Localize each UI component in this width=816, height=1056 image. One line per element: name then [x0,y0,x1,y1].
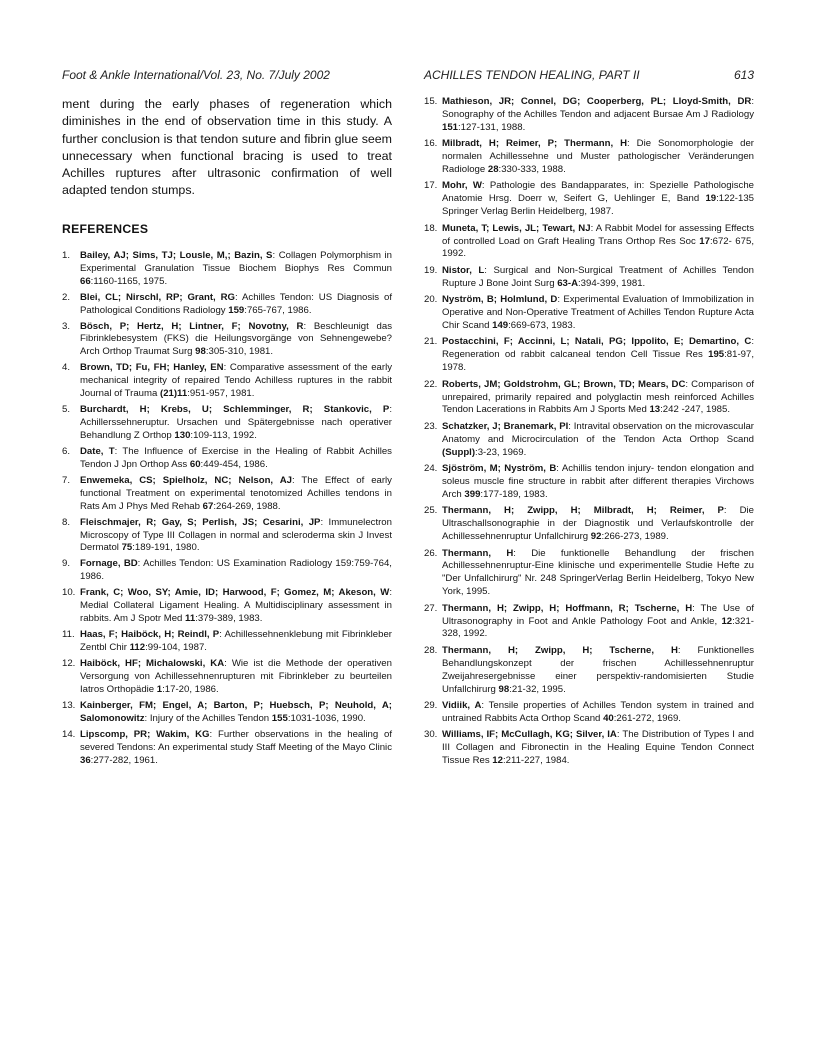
reference-pages: :277-282, 1961. [90,754,158,766]
reference-number: 6. [62,445,71,457]
reference-authors: Roberts, JM; Goldstrohm, GL; Brown, TD; Mears, DC [442,378,686,390]
reference-pages: :765-767, 1986. [244,304,312,316]
reference-text: : Tensile properties of Achilles Tendon system in trained and untrained Rabbits Acta Orthop Scand [442,699,754,724]
reference-pages: :305-310, 1981. [205,346,274,358]
reference-authors: Milbradt, H; Reimer, P; Thermann, H [442,138,628,150]
reference-number: 13. [62,699,76,711]
reference-volume: 12 [721,615,733,627]
reference-volume: 19 [705,193,717,205]
reference-number: 8. [62,516,71,528]
reference-number: 26. [424,547,438,559]
reference-authors: Schatzker, J; Branemark, PI [442,420,569,432]
reference-text: : Immunelectron Microscopy of Type III Collagen in normal and scleroderma skin J Invest Dermatol [80,516,392,554]
page-number: 613 [733,68,754,82]
reference-authors: Frank, C; Woo, SY; Amie, ID; Harwood, F; Gomez, M; Akeson, W [80,587,390,599]
reference-volume: 130 [174,429,191,441]
reference-volume: 66 [80,275,91,287]
reference-authors: Fornage, BD [80,558,138,570]
reference-item [424,505,754,544]
reference-authors: Date, T [80,445,115,457]
reference-text: : The Distribution of Types I and III Collagen and Fibronectin in the Healing Equine Tendon Connect Tissue Res [442,729,754,767]
reference-number: 21. [424,336,438,348]
reference-item [424,379,754,418]
reference-pages: :951-957, 1981. [187,388,255,400]
references-heading: REFERENCES [62,221,149,236]
reference-pages: :379-389, 1983. [195,613,263,625]
reference-item [424,700,754,726]
reference-item [424,336,754,375]
reference-volume: 149 [492,320,509,331]
reference-number: 9. [62,558,71,570]
reference-number: 5. [62,404,71,416]
reference-item [424,265,754,291]
reference-item [62,292,392,318]
reference-volume: 155 [271,712,288,724]
reference-number: 12. [62,658,76,670]
reference-number: 27. [424,602,438,614]
reference-volume: 63-A [557,277,578,289]
reference-authors: Enwemeka, CS; Spielholz, NC; Nelson, AJ [80,474,292,486]
reference-volume: 1 [156,683,163,695]
reference-volume: 159 [228,304,245,316]
reference-authors: Postacchini, F; Accinni, L; Natali, PG; Ippolito, E; Demartino, C [442,336,752,348]
reference-authors: Burchardt, H; Krebs, U; Schlemminger, R; Stankovic, P [80,404,390,416]
reference-number: 2. [62,291,71,303]
reference-item [424,138,754,177]
reference-authors: Bailey, AJ; Sims, TJ; Lousle, M,; Bazin, S [80,249,273,261]
reference-authors: Thermann, H; Zwipp, H; Milbradt, H; Reimer, P [442,505,724,517]
right-column [424,96,754,772]
reference-number: 1. [62,249,71,261]
reference-pages: :189-191, 1980. [132,542,200,554]
reference-text: : Achillis tendon injury- tendon elongation and soleus muscle fine structure in rabbit after different therapies Virchows Arch [442,463,754,500]
reference-text: : Comparative assessment of the early mechanical integrity of repaired Tendo Achilless ruptures in the rabbit Journal of Trauma [80,362,393,400]
reference-number: 22. [424,378,438,390]
reference-text: : Achillessehnenklebung mit Fibrinkleber Zentbl Chir [80,629,392,654]
reference-number: 30. [424,729,438,741]
reference-item [62,700,392,726]
reference-item [62,475,392,514]
reference-number: 28. [424,644,438,656]
reference-pages: :17-20, 1986. [162,683,219,695]
reference-text: : Pathologie des Bandapparates, in: Spezielle Pathologische Anatomie Hrsg. Doerr w, Seifert G, Uehlinger E, Band [442,180,754,205]
reference-pages: :264-269, 1988. [213,500,281,512]
reference-number: 14. [62,728,76,740]
reference-text: : Achillerssehneruptur. Ursachen und Spätergebnisse nach operativer Behandlung Z Orthop [80,404,392,441]
reference-volume: 60 [189,458,201,470]
reference-pages: :177-189, 1983. [480,488,548,500]
reference-volume: 399 [464,488,481,500]
reference-pages: :99-104, 1987. [145,642,207,654]
reference-number: 10. [62,587,76,599]
reference-text: : Die funktionelle Behandlung der frischen Achillessehnenruptur-Eine klinische und experimentelle Studie Hefte zu "Der Unfallchirurg" Nr. 248 SpringerVerlag Berlin Heidelberg, Tokyo New York, 1995. [442,547,754,598]
reference-number: 15. [424,96,438,107]
reference-authors: Mathieson, JR; Connel, DG; Cooperberg, PL; Lloyd-Smith, DR [442,96,752,107]
reference-authors: Sjöström, M; Nyström, B [442,463,557,475]
reference-text: : Intravital observation on the microvascular Anatomy and Microcirculation of the Tendon Acta Orthop Scand [442,420,754,445]
reference-number: 16. [424,138,438,150]
reference-authors: Bösch, P; Hertz, H; Lintner, F; Novotny, R [80,320,304,332]
reference-text: : Sonography of the Achilles Tendon and adjacent Bursae Am J Radiology [442,96,754,120]
reference-number: 19. [424,264,438,276]
reference-number: 23. [424,420,438,432]
reference-text: : The Effect of early functional Treatment on experimental tenotomized Achilles tendons in Rats Am J Phys Med Rehab [80,474,392,512]
reference-number: 20. [424,294,438,306]
reference-pages: :109-113, 1992. [190,429,257,441]
reference-volume: (Suppl) [442,446,476,458]
reference-authors: Brown, TD; Fu, FH; Hanley, EN [80,362,224,374]
reference-item [424,421,754,460]
running-title: ACHILLES TENDON HEALING, PART II [424,68,640,82]
reference-text: : The Influence of Exercise in the Healing of Rabbit Achilles Tendon J Jpn Orthop Ass [80,445,392,470]
reference-authors: Blei, CL; Nirschl, RP; Grant, RG [80,291,235,303]
reference-authors: Fleischmajer, R; Gay, S; Perlish, JS; Cesarini, JP [80,516,321,528]
reference-authors: Muneta, T; Lewis, JL; Tewart, NJ [442,222,591,234]
reference-authors: Williams, IF; McCullagh, KG; Silver, IA [442,729,617,741]
reference-authors: Lipscomp, PR; Wakim, KG [80,728,210,740]
reference-item [424,548,754,600]
reference-volume: 13 [649,404,661,416]
reference-pages: :266-273, 1989. [601,531,669,543]
reference-pages: :449-454, 1986. [200,458,268,470]
reference-number: 3. [62,320,71,332]
reference-text: : Experimental Evaluation of Immobilization in Operative and Non-Operative Treatment of Achilles Tendon Rupture Acta Chir Scand [442,294,754,331]
reference-pages: :672- 675, 1992. [442,235,754,260]
reference-volume: (21)11 [160,388,188,400]
reference-volume: 17 [699,235,710,247]
reference-authors: Nistor, L [442,264,485,276]
reference-text: : Beschleunigt das Fibrinklebesystem (FKS) die Heilungsvorgänge von Sehnengewebe? Arch Orthop Traumat Surg [80,320,392,358]
reference-pages: :1031-1036, 1990. [287,712,366,724]
reference-number: 25. [424,505,438,517]
reference-text: : Die Ultraschallsonographie in der Diagnostik und Verlaufskontrolle der Achillessehnenruptur Unfallchirurg [442,505,754,543]
reference-number: 7. [62,474,71,486]
reference-text: : Further observations in the healing of severed Tendons: An experimental study Staff Meeting of the Mayo Clinic [80,728,392,753]
reference-pages: :3-23, 1969. [475,446,527,458]
reference-text: : Wie ist die Methode der operativen Versorgung von Achillessehnenrupturen mit Fibrinkleber zu beurteilen Iatros Orthopädie [80,658,392,695]
reference-item [424,645,754,697]
reference-item [62,250,392,289]
reference-pages: :21-32, 1995. [509,683,566,695]
left-column [62,96,392,771]
reference-item [62,517,392,556]
reference-text: : Injury of the Achilles Tendon [144,712,272,724]
reference-item [424,96,754,135]
reference-volume: 112 [129,642,146,654]
reference-number: 29. [424,699,438,711]
reference-pages: :261-272, 1969. [613,712,681,724]
reference-number: 11. [62,629,75,641]
reference-authors: Thermann, H [442,547,514,559]
reference-text: : Regeneration od rabbit calcaneal tendon Cell Tissue Res [442,336,754,361]
reference-authors: Haas, F; Haiböck, H; Reindl, P [80,629,220,641]
reference-authors: Kainberger, FM; Engel, A; Barton, P; Huebsch, P; Neuhold, A; Salomonowitz [80,699,392,724]
reference-authors: Nyström, B; Holmlund, D [442,294,558,306]
conclusion-paragraph: ment during the early phases of regeneration which diminishes in the end of observation time in this study. A further conclusion is that tendon suture and fibrin glue seem unnecessary when functional bracing is used to treat Achilles ruptures after ultrasonic confirmation of well adapted tendon stumps. [62,97,392,198]
reference-number: 17. [424,180,438,192]
reference-text: : Funktionelles Behandlungskonzept der frischen Achillessehnenruptur Zweijahresergebnisse einer perspektiv-randomisierten Studie Unfallchirurg [442,644,755,695]
reference-item [424,294,754,333]
reference-authors: Mohr, W [442,180,482,192]
reference-item [424,603,754,642]
reference-text: : Collagen Polymorphism in Experimental Granulation Tissue Biochem Biophys Res Commun [80,249,392,274]
reference-item [424,223,754,262]
reference-item [424,463,754,502]
reference-volume: 67 [202,500,214,512]
reference-volume: 98 [498,683,510,695]
reference-volume: 28 [487,164,499,176]
reference-pages: :81-97, 1978. [442,349,754,374]
reference-number: 4. [62,362,71,374]
reference-text: : Surgical and Non-Surgical Treatment of Achilles Tendon Rupture J Bone Joint Surg [442,264,754,289]
reference-authors: Vidiik, A [442,699,482,711]
references-list-left [62,250,392,768]
reference-pages: :669-673, 1983. [508,320,576,331]
reference-pages: :242 -247, 1985. [660,404,731,416]
reference-text: : Achilles Tendon: US Diagnosis of Pathological Conditions Radiology [80,291,392,316]
reference-item [62,404,392,443]
reference-pages: :321-328, 1992. [442,615,754,640]
journal-citation: Foot & Ankle International/Vol. 23, No. 7/July 2002 [62,68,330,82]
reference-pages: :127-131, 1988. [458,121,526,133]
reference-volume: 98 [195,346,206,358]
reference-pages: :211-227, 1984. [502,755,570,767]
reference-item [62,446,392,472]
reference-volume: 36 [80,754,91,766]
reference-volume: 75 [121,542,133,554]
reference-volume: 12 [492,755,503,767]
reference-text: : The Use of Ultrasonography in Foot and Ankle Pathology Foot and Ankle, [442,602,754,627]
reference-pages: :330-333, 1988. [498,164,566,176]
reference-item [62,321,392,360]
reference-text: : A Rabbit Model for assessing Effects of controlled Load on Graft Healing Trans Orthop Res Soc [442,222,754,247]
running-header [62,68,754,86]
reference-pages: :1160-1165, 1975. [90,275,168,287]
references-list-right [424,96,754,768]
reference-volume: 40 [603,712,614,724]
reference-item [62,658,392,697]
reference-volume: 92 [590,531,602,543]
reference-text: : Die Sonomorphologie der normalen Achillessehne und Muster pathologischer Veränderungen Radiologe [442,138,754,176]
reference-pages: :122-135 Springer Verlag Berlin Heidelberg, 1987. [442,193,754,218]
reference-item [62,729,392,768]
reference-item [424,729,754,768]
reference-item [62,587,392,626]
reference-item [62,629,392,655]
reference-authors: Thermann, H; Zwipp, H; Hoffmann, R; Tscherne, H [442,602,693,614]
reference-item [424,180,754,219]
reference-item [62,558,392,584]
reference-volume: 11 [185,613,196,625]
reference-number: 24. [424,463,438,475]
reference-number: 18. [424,222,438,234]
reference-volume: 151 [442,121,459,133]
reference-text: : Medial Collateral Ligament Healing. A Multidisciplinary assessment in rabbits. Am J Spotr Med [80,587,392,625]
reference-item [62,362,392,401]
reference-pages: :394-399, 1981. [578,277,646,289]
reference-volume: 195 [708,349,725,361]
reference-authors: Haiböck, HF; Michalowski, KA [80,658,225,670]
reference-authors: Thermann, H; Zwipp, H; Tscherne, H [442,644,678,656]
reference-text: : Achilles Tendon: US Examination Radiology 159:759-764, 1986. [80,558,392,583]
reference-text: : Comparison of unrepaired, primarily repaired and polyglactin mesh reinforced Achilles Tendon Lacerations in Rabbits Am J Sports Med [442,378,755,416]
